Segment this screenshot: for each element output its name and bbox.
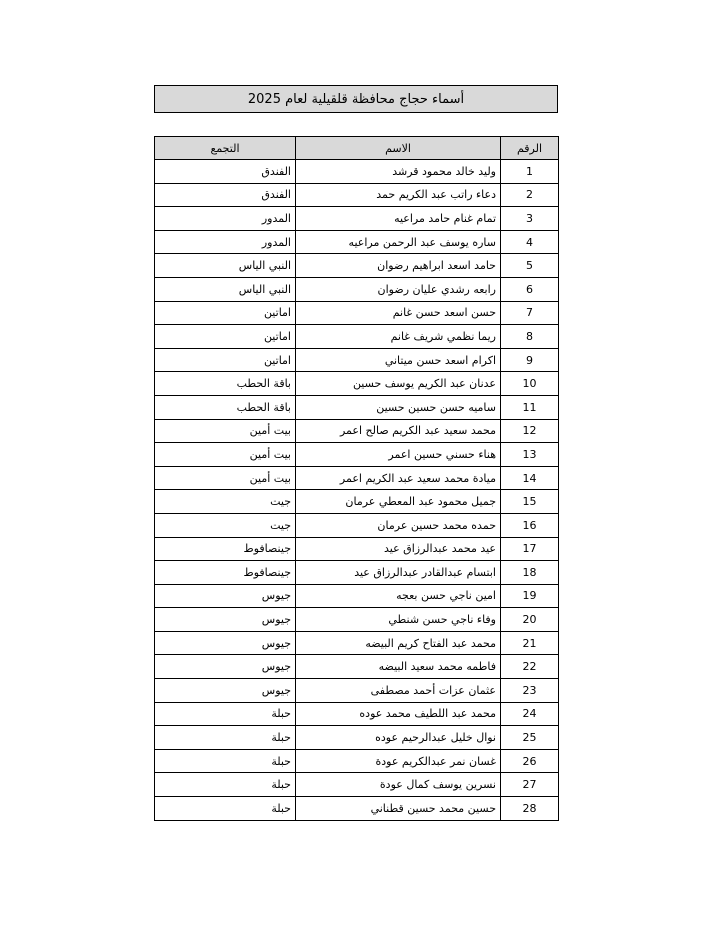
pilgrim-name: ريما نظمي شريف غانم bbox=[296, 325, 501, 349]
row-number: 13 bbox=[501, 443, 559, 467]
header-group: التجمع bbox=[155, 137, 296, 160]
pilgrim-name: جميل محمود عبد المعطي عرمان bbox=[296, 490, 501, 514]
pilgrim-name: غسان نمر عبدالكريم عودة bbox=[296, 749, 501, 773]
pilgrim-name: حامد اسعد ابراهيم رضوان bbox=[296, 254, 501, 278]
pilgrim-name: ميادة محمد سعيد عبد الكريم اعمر bbox=[296, 466, 501, 490]
table-row bbox=[155, 513, 559, 537]
pilgrim-group: جيوس bbox=[155, 631, 296, 655]
row-number: 25 bbox=[501, 726, 559, 750]
pilgrim-group: جيت bbox=[155, 513, 296, 537]
pilgrim-group: اماتين bbox=[155, 348, 296, 372]
table-row bbox=[155, 372, 559, 396]
table-header-row bbox=[155, 137, 559, 160]
table-row bbox=[155, 207, 559, 231]
pilgrim-name: رابعه رشدي عليان رضوان bbox=[296, 277, 501, 301]
table-row bbox=[155, 773, 559, 797]
table-row bbox=[155, 254, 559, 278]
row-number: 8 bbox=[501, 325, 559, 349]
pilgrim-group: الفندق bbox=[155, 160, 296, 184]
table-row bbox=[155, 230, 559, 254]
table-row bbox=[155, 797, 559, 821]
row-number: 2 bbox=[501, 183, 559, 207]
row-number: 6 bbox=[501, 277, 559, 301]
pilgrim-name: محمد عبد اللطيف محمد عوده bbox=[296, 702, 501, 726]
table-row bbox=[155, 466, 559, 490]
pilgrim-name: محمد سعيد عبد الكريم صالح اعمر bbox=[296, 419, 501, 443]
table-row bbox=[155, 348, 559, 372]
row-number: 20 bbox=[501, 608, 559, 632]
pilgrim-group: جيت bbox=[155, 490, 296, 514]
pilgrim-name: تمام غنام حامد مراعيه bbox=[296, 207, 501, 231]
pilgrim-name: اكرام اسعد حسن ميتاني bbox=[296, 348, 501, 372]
pilgrim-name: هناء حسني حسين اعمر bbox=[296, 443, 501, 467]
table-body bbox=[155, 160, 559, 821]
row-number: 26 bbox=[501, 749, 559, 773]
row-number: 10 bbox=[501, 372, 559, 396]
pilgrim-name: عدنان عبد الكريم يوسف حسين bbox=[296, 372, 501, 396]
pilgrim-name: نوال خليل عبدالرحيم عوده bbox=[296, 726, 501, 750]
row-number: 23 bbox=[501, 679, 559, 703]
table-row bbox=[155, 584, 559, 608]
pilgrim-group: الفندق bbox=[155, 183, 296, 207]
row-number: 7 bbox=[501, 301, 559, 325]
table-row bbox=[155, 395, 559, 419]
header-number: الرقم bbox=[501, 137, 559, 160]
pilgrim-name: ساره يوسف عبد الرحمن مراعيه bbox=[296, 230, 501, 254]
table-row bbox=[155, 561, 559, 585]
table-row bbox=[155, 608, 559, 632]
row-number: 22 bbox=[501, 655, 559, 679]
table-row bbox=[155, 419, 559, 443]
pilgrim-group: النبي الياس bbox=[155, 254, 296, 278]
pilgrim-group: اماتين bbox=[155, 301, 296, 325]
row-number: 16 bbox=[501, 513, 559, 537]
row-number: 3 bbox=[501, 207, 559, 231]
row-number: 4 bbox=[501, 230, 559, 254]
table-row bbox=[155, 679, 559, 703]
pilgrim-group: حبلة bbox=[155, 797, 296, 821]
pilgrim-group: بيت أمين bbox=[155, 443, 296, 467]
row-number: 12 bbox=[501, 419, 559, 443]
pilgrim-group: جيوس bbox=[155, 655, 296, 679]
pilgrim-group: باقة الحطب bbox=[155, 372, 296, 396]
table-row bbox=[155, 702, 559, 726]
pilgrim-group: النبي الياس bbox=[155, 277, 296, 301]
pilgrim-group: حبلة bbox=[155, 726, 296, 750]
pilgrim-name: امين ناجي حسن بعجه bbox=[296, 584, 501, 608]
pilgrim-name: عيد محمد عبدالرزاق عيد bbox=[296, 537, 501, 561]
document-title-box bbox=[154, 85, 558, 113]
row-number: 17 bbox=[501, 537, 559, 561]
table-row bbox=[155, 325, 559, 349]
pilgrim-group: حبلة bbox=[155, 702, 296, 726]
pilgrim-name: حمده محمد حسين عرمان bbox=[296, 513, 501, 537]
row-number: 24 bbox=[501, 702, 559, 726]
row-number: 11 bbox=[501, 395, 559, 419]
table-row bbox=[155, 537, 559, 561]
table-row bbox=[155, 749, 559, 773]
table-row bbox=[155, 183, 559, 207]
table-row bbox=[155, 301, 559, 325]
table-row bbox=[155, 443, 559, 467]
row-number: 14 bbox=[501, 466, 559, 490]
pilgrim-name: ساميه حسن حسين حسين bbox=[296, 395, 501, 419]
table-row bbox=[155, 726, 559, 750]
pilgrim-name: عثمان عزات أحمد مصطفى bbox=[296, 679, 501, 703]
pilgrim-name: فاطمه محمد سعيد البيضه bbox=[296, 655, 501, 679]
pilgrim-group: بيت أمين bbox=[155, 466, 296, 490]
header-name: الاسم bbox=[296, 137, 501, 160]
row-number: 9 bbox=[501, 348, 559, 372]
pilgrim-name: دعاء راتب عبد الكريم حمد bbox=[296, 183, 501, 207]
pilgrim-name: وفاء ناجي حسن شنطي bbox=[296, 608, 501, 632]
pilgrim-group: المدور bbox=[155, 207, 296, 231]
row-number: 15 bbox=[501, 490, 559, 514]
pilgrim-group: جيوس bbox=[155, 584, 296, 608]
row-number: 18 bbox=[501, 561, 559, 585]
table-row bbox=[155, 490, 559, 514]
document-title: أسماء حجاج محافظة قلقيلية لعام 2025 bbox=[247, 91, 465, 107]
pilgrim-name: وليد خالد محمود قرشد bbox=[296, 160, 501, 184]
pilgrim-group: باقة الحطب bbox=[155, 395, 296, 419]
row-number: 19 bbox=[501, 584, 559, 608]
pilgrim-group: جينصافوط bbox=[155, 537, 296, 561]
pilgrim-group: جيوس bbox=[155, 679, 296, 703]
pilgrim-group: جيوس bbox=[155, 608, 296, 632]
pilgrim-name: حسين محمد حسين قطناني bbox=[296, 797, 501, 821]
pilgrim-name: محمد عبد الفتاح كريم البيضه bbox=[296, 631, 501, 655]
pilgrim-name: حسن اسعد حسن غانم bbox=[296, 301, 501, 325]
pilgrim-group: اماتين bbox=[155, 325, 296, 349]
table-row bbox=[155, 631, 559, 655]
row-number: 1 bbox=[501, 160, 559, 184]
row-number: 27 bbox=[501, 773, 559, 797]
table-row bbox=[155, 655, 559, 679]
pilgrim-group: حبلة bbox=[155, 773, 296, 797]
pilgrims-table bbox=[154, 136, 559, 821]
row-number: 28 bbox=[501, 797, 559, 821]
table-row bbox=[155, 277, 559, 301]
row-number: 5 bbox=[501, 254, 559, 278]
pilgrim-name: نسرين يوسف كمال عودة bbox=[296, 773, 501, 797]
pilgrim-group: بيت أمين bbox=[155, 419, 296, 443]
row-number: 21 bbox=[501, 631, 559, 655]
pilgrim-group: المدور bbox=[155, 230, 296, 254]
table-row bbox=[155, 160, 559, 184]
pilgrim-name: ابتسام عبدالقادر عبدالرزاق عيد bbox=[296, 561, 501, 585]
pilgrim-group: حبلة bbox=[155, 749, 296, 773]
pilgrim-group: جينصافوط bbox=[155, 561, 296, 585]
